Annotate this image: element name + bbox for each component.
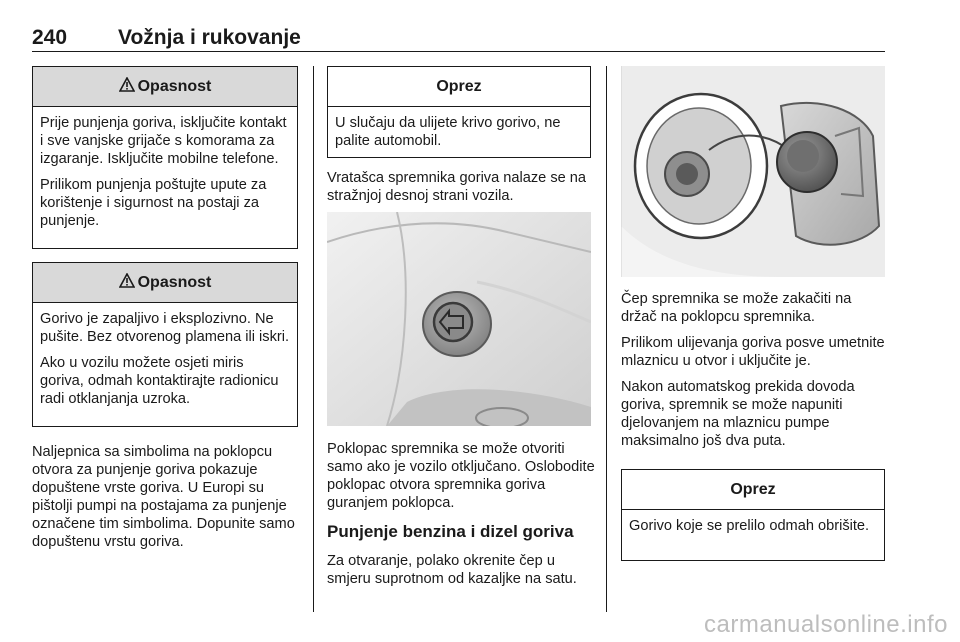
caution-box-2-title: Oprez [622, 470, 884, 510]
cap-opening-instructions: Za otvaranje, polako okrenite čep u smjeru suprotnom od kazaljke na satu. [327, 553, 577, 587]
caution-box-1 [327, 66, 591, 158]
warning-triangle-icon [119, 77, 135, 97]
nozzle-insert-text: Prilikom ulijevanja goriva posve umetnite mlaznicu u otvor i uključite je. [621, 335, 885, 369]
watermark: carmanualsonline.info [704, 611, 948, 638]
fuel-cap-figure [621, 66, 885, 277]
warning-box-2-paragraph-2: Ako u vozilu možete osjeti miris goriva, odmah kontaktirajte radionicu radi otklanjanja uzroka. [40, 355, 279, 407]
right-column-text [621, 290, 889, 450]
page-number: 240 [32, 26, 68, 49]
warning-box-1-paragraph-1: Prije punjenja goriva, isključite kontakt i sve vanjske grijače s komorama za izgaranje. Isključite mobilne telefone. [40, 115, 287, 167]
warning-box-2 [32, 262, 298, 427]
caution-box-1-title: Oprez [328, 67, 590, 107]
column-divider-left [313, 66, 314, 612]
warning-triangle-icon [119, 273, 135, 293]
fuel-door-location-text: Vratašca spremnika goriva nalaze se na stražnjoj desnoj strani vozila. [327, 170, 587, 204]
page-header [32, 22, 885, 52]
warning-box-2-paragraph-1: Gorivo je zapaljivo i eksplozivno. Ne pušite. Bez otvorenog plamena ili iskri. [40, 311, 290, 345]
warning-box-1-title: Opasnost [137, 77, 212, 95]
warning-box-2-header [33, 263, 297, 303]
warning-box-2-title: Opasnost [137, 273, 212, 291]
caution-box-2 [621, 469, 885, 561]
fuel-door-open-text: Poklopac spremnika se može otvoriti samo ako je vozilo otključano. Oslobodite poklopac otvora spremnika goriva guranjem poklopca. [327, 441, 595, 511]
warning-box-1 [32, 66, 298, 249]
fuel-label-paragraph: Naljepnica sa simbolima na poklopcu otvora za punjenje goriva pokazuje dopuštene vrste goriva. U Europi su pištolji pumpi na postajama za punjenje označene tim simbolima. Dopunite samo dopuštenu vrstu goriva. [32, 444, 295, 550]
auto-shutoff-text: Nakon automatskog prekida dovoda goriva, spremnik se može napuniti djelovanjem na mlaznicu pumpe maksimalno još dva puta. [621, 379, 855, 449]
warning-box-1-header [33, 67, 297, 107]
chapter-title: Vožnja i rukovanje [118, 26, 301, 49]
caution-box-1-text: U slučaju da ulijete krivo gorivo, ne palite automobil. [335, 115, 561, 149]
caution-box-2-text: Gorivo koje se prelilo odmah obrišite. [629, 518, 870, 534]
refuelling-subheading: Punjenje benzina i dizel goriva [327, 522, 574, 541]
column-divider-right [606, 66, 607, 612]
cap-holder-text: Čep spremnika se može zakačiti na držač na poklopcu spremnika. [621, 291, 852, 325]
fuel-door-figure [327, 212, 591, 426]
warning-box-1-paragraph-2: Prilikom punjenja poštujte upute za korištenje i sigurnost na postaji za punjenje. [40, 177, 267, 229]
